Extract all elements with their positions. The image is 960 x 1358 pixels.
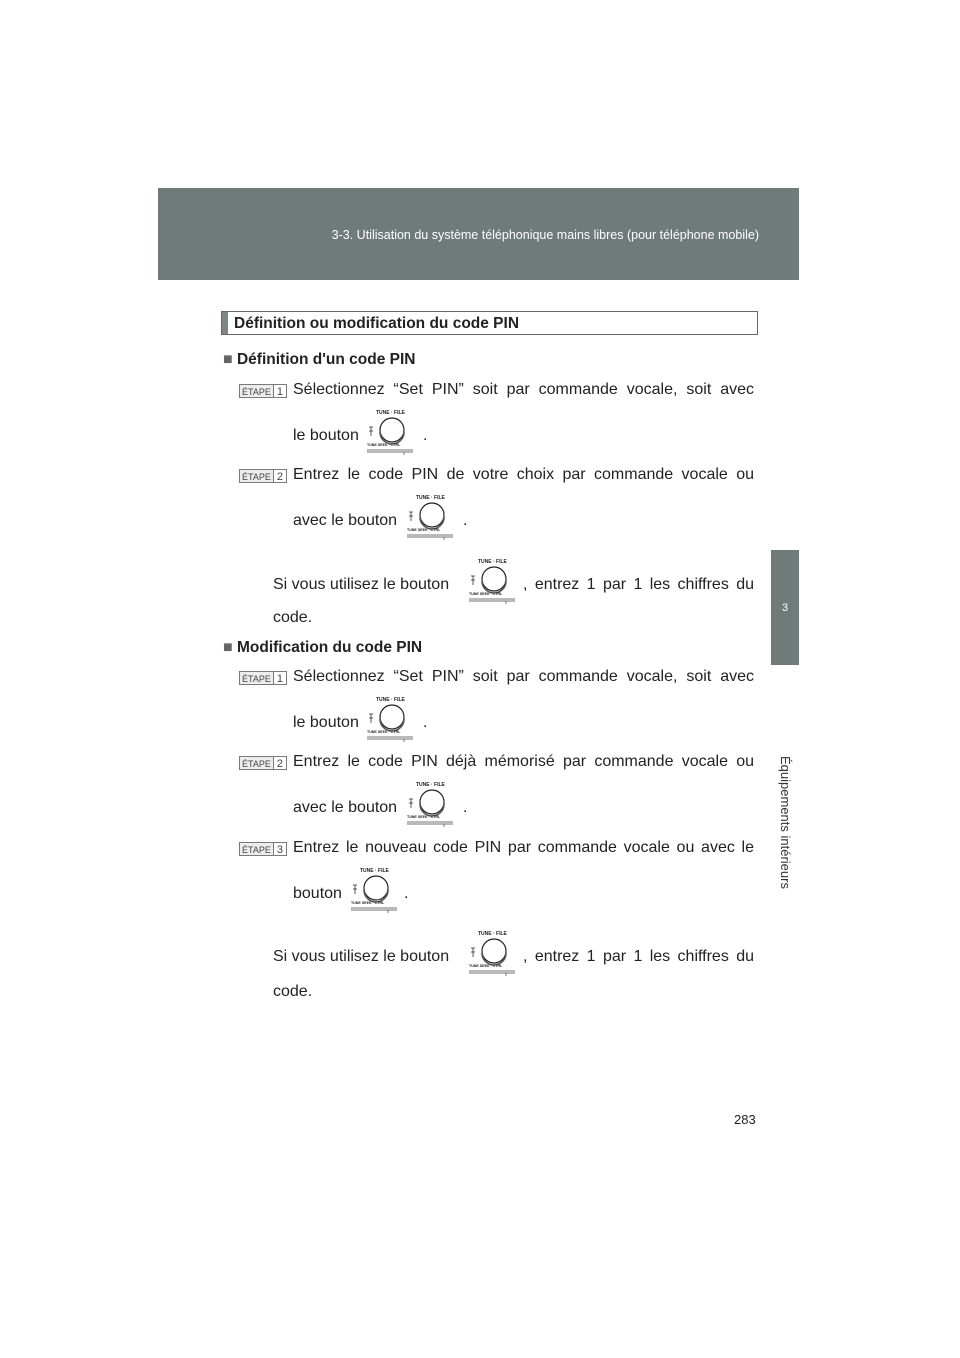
note-text: Si vous utilisez le bouton	[273, 576, 450, 593]
tune-file-knob-graphic	[468, 557, 516, 607]
knob-stroke	[420, 790, 444, 814]
step-badge-number: 3	[274, 842, 287, 856]
step-badge	[239, 756, 287, 770]
step-text: le bouton	[293, 427, 359, 444]
square-bullet-icon: ■	[223, 639, 233, 656]
step-text: Entrez le code PIN de votre choix par commande vocale ou	[293, 466, 754, 483]
knob-top-label: TUNE · FILE	[478, 559, 507, 565]
chapter-label: Équipements intérieurs	[777, 756, 793, 889]
knob-top-label: TUNE · FILE	[376, 697, 405, 703]
knob-bottom-label: TUNE SEEK · CTRL	[367, 730, 401, 734]
note-text: Si vous utilisez le bouton	[273, 948, 450, 965]
tune-file-knob-graphic	[366, 695, 414, 745]
section-title-box	[221, 311, 758, 335]
subheading-text: Définition d'un code PIN	[236, 351, 416, 368]
tune-file-knob-icon	[350, 866, 398, 916]
tune-file-knob-icon	[366, 408, 414, 458]
tune-file-knob-icon	[406, 780, 454, 830]
tune-file-knob-icon	[468, 929, 516, 979]
step-text: avec le bouton	[293, 799, 398, 816]
step-text: Entrez le nouveau code PIN par commande vocale ou avec le	[293, 839, 754, 856]
page-number: 283	[734, 1112, 756, 1127]
step-badge-label: ÉTAPE	[239, 384, 274, 398]
knob-top-label: TUNE · FILE	[416, 495, 445, 501]
step-badge-label: ÉTAPE	[239, 842, 274, 856]
subheading-definition	[223, 351, 415, 369]
step-text-punct: .	[463, 799, 468, 816]
tune-file-knob-icon	[406, 493, 454, 543]
chapter-header	[158, 188, 799, 280]
knob-bottom-label: TUNE SEEK · CTRL	[407, 528, 441, 532]
note-text: code.	[273, 609, 313, 626]
knob-bottom-label: TUNE SEEK · CTRL	[469, 592, 503, 596]
step-text: le bouton	[293, 714, 359, 731]
step-badge	[239, 469, 287, 483]
step-badge-number: 1	[274, 384, 287, 398]
knob-stroke	[380, 705, 404, 729]
step-text: Entrez le code PIN déjà mémorisé par commande vocale ou	[293, 753, 754, 770]
note-text: , entrez 1 par 1 les chiffres du	[523, 576, 754, 593]
step-text-punct: .	[423, 427, 428, 444]
step-badge-number: 1	[274, 671, 287, 685]
tune-file-knob-icon	[468, 557, 516, 607]
note-text: code.	[273, 983, 313, 1000]
step-badge	[239, 671, 287, 685]
chapter-number: 3	[771, 550, 799, 665]
tune-file-knob-graphic	[350, 866, 398, 916]
tune-file-knob-graphic	[468, 929, 516, 979]
knob-stroke	[420, 503, 444, 527]
knob-stroke	[380, 418, 404, 442]
knob-stroke	[364, 876, 388, 900]
section-accent-bar	[222, 312, 228, 334]
knob-top-label: TUNE · FILE	[376, 410, 405, 416]
knob-bottom-label: TUNE SEEK · CTRL	[367, 443, 401, 447]
knob-bottom-label: TUNE SEEK · CTRL	[351, 901, 385, 905]
step-text: Sélectionnez “Set PIN” soit par commande vocale, soit avec	[293, 668, 754, 685]
step-text-punct: .	[463, 512, 468, 529]
step-badge-number: 2	[274, 756, 287, 770]
knob-stroke	[482, 567, 506, 591]
subheading-text: Modification du code PIN	[236, 639, 423, 656]
step-badge	[239, 384, 287, 398]
step-badge-number: 2	[274, 469, 287, 483]
step-badge-label: ÉTAPE	[239, 469, 274, 483]
tune-file-knob-icon	[366, 695, 414, 745]
step-text: Sélectionnez “Set PIN” soit par commande vocale, soit avec	[293, 381, 754, 398]
step-text-punct: .	[404, 885, 409, 902]
knob-top-label: TUNE · FILE	[360, 868, 389, 874]
tune-file-knob-graphic	[406, 780, 454, 830]
step-badge-label: ÉTAPE	[239, 756, 274, 770]
knob-bottom-label: TUNE SEEK · CTRL	[407, 815, 441, 819]
chapter-side-tab	[771, 550, 799, 980]
subheading-modification	[223, 639, 422, 657]
square-bullet-icon: ■	[223, 351, 233, 368]
tune-file-knob-graphic	[366, 408, 414, 458]
knob-top-label: TUNE · FILE	[478, 931, 507, 937]
knob-top-label: TUNE · FILE	[416, 782, 445, 788]
step-badge	[239, 842, 287, 856]
note-text: , entrez 1 par 1 les chiffres du	[523, 948, 754, 965]
chapter-title: 3-3. Utilisation du système téléphonique mains libres (pour téléphone mobile)	[331, 228, 759, 242]
chapter-label-container	[771, 665, 799, 980]
step-badge-label: ÉTAPE	[239, 671, 274, 685]
knob-bottom-label: TUNE SEEK · CTRL	[469, 964, 503, 968]
knob-stroke	[482, 939, 506, 963]
section-title: Définition ou modification du code PIN	[234, 315, 520, 332]
tune-file-knob-graphic	[406, 493, 454, 543]
step-text: avec le bouton	[293, 512, 398, 529]
step-text: bouton	[293, 885, 342, 902]
step-text-punct: .	[423, 714, 428, 731]
